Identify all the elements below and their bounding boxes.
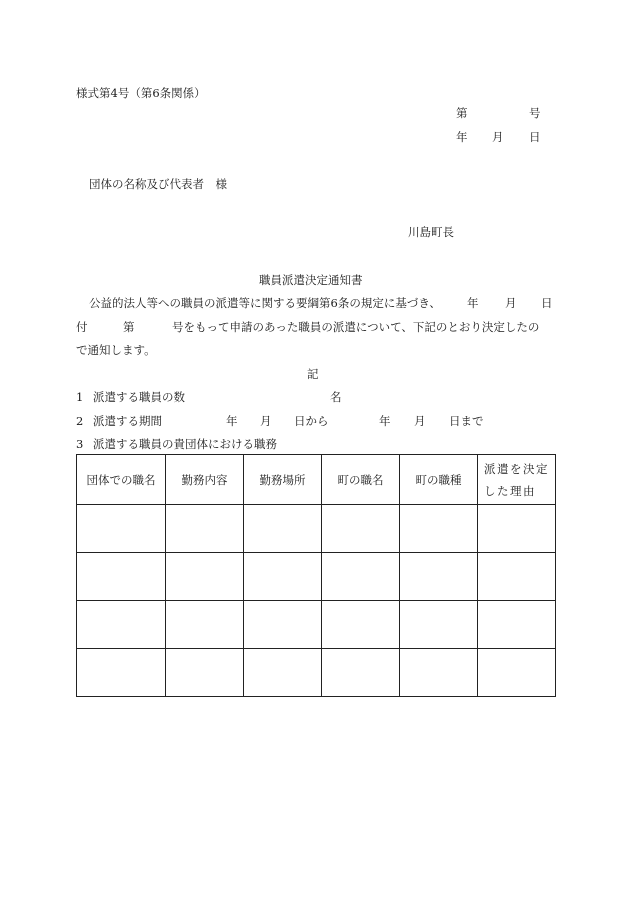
sender: 川島町長	[408, 225, 454, 239]
table-header-cell: 町の職名	[322, 455, 400, 505]
body-year: 年	[467, 296, 479, 310]
item-2-year: 年	[226, 414, 238, 428]
table-cell[interactable]	[166, 601, 244, 649]
table-cell[interactable]	[244, 649, 322, 697]
table-cell[interactable]	[77, 649, 166, 697]
table-row	[77, 601, 556, 649]
item-2-num: 2	[76, 414, 84, 428]
body-line-2-c: 号をもって申請のあった職員の派遣について、下記のとおり決定したの	[172, 320, 540, 334]
table-header-cell: 勤務内容	[166, 455, 244, 505]
form-label: 様式第4号（第6条関係）	[76, 86, 206, 100]
table-row	[77, 649, 556, 697]
table-cell[interactable]	[322, 649, 400, 697]
doc-number-suffix: 号	[529, 106, 541, 120]
body-line-2-b: 第	[123, 320, 135, 334]
table-cell[interactable]	[77, 553, 166, 601]
item-1-num: 1	[76, 390, 84, 404]
table-header-row	[77, 455, 556, 505]
item-1-label: 派遣する職員の数	[93, 390, 185, 404]
table-cell[interactable]	[166, 505, 244, 553]
duties-table	[76, 454, 556, 697]
body-line-1: 公益的法人等への職員の派遣等に関する要綱第6条の規定に基づき、	[89, 296, 441, 310]
table-cell[interactable]	[77, 601, 166, 649]
ki-heading: 記	[307, 367, 319, 381]
table-cell[interactable]	[478, 649, 556, 697]
table-cell[interactable]	[400, 553, 478, 601]
table-cell[interactable]	[400, 505, 478, 553]
table-cell[interactable]	[322, 505, 400, 553]
item-2-month2: 月	[414, 414, 426, 428]
table-cell[interactable]	[400, 601, 478, 649]
body-line-2-a: 付	[76, 320, 88, 334]
date-month: 月	[492, 130, 504, 144]
table-cell[interactable]	[166, 649, 244, 697]
body-month: 月	[505, 296, 517, 310]
item-2-from: 日から	[294, 414, 329, 428]
document-title: 職員派遣決定通知書	[259, 273, 363, 287]
table-header-cell: 団体での職名	[77, 455, 166, 505]
doc-number-prefix: 第	[456, 106, 468, 120]
item-1-unit: 名	[330, 390, 342, 404]
body-line-3: で通知します。	[76, 343, 156, 357]
body-day: 日	[541, 296, 553, 310]
addressee: 団体の名称及び代表者 様	[89, 177, 227, 191]
table-cell[interactable]	[244, 553, 322, 601]
table-cell[interactable]	[478, 505, 556, 553]
table-header-cell: 町の職種	[400, 455, 478, 505]
table-row	[77, 553, 556, 601]
table-header-cell: 派遣を決定した理由	[478, 455, 556, 505]
item-2-until: 日まで	[449, 414, 484, 428]
table-cell[interactable]	[322, 601, 400, 649]
date-year: 年	[456, 130, 468, 144]
item-3-num: 3	[76, 437, 84, 451]
table-cell[interactable]	[244, 601, 322, 649]
table-header-cell: 勤務場所	[244, 455, 322, 505]
table-cell[interactable]	[166, 553, 244, 601]
table-row	[77, 505, 556, 553]
table-cell[interactable]	[478, 601, 556, 649]
date-day: 日	[529, 130, 541, 144]
table-cell[interactable]	[244, 505, 322, 553]
item-2-year2: 年	[379, 414, 391, 428]
table-cell[interactable]	[400, 649, 478, 697]
item-2-label: 派遣する期間	[93, 414, 162, 428]
item-2-month: 月	[260, 414, 272, 428]
table-cell[interactable]	[77, 505, 166, 553]
table-cell[interactable]	[478, 553, 556, 601]
item-3-label: 派遣する職員の貴団体における職務	[93, 437, 277, 451]
table-cell[interactable]	[322, 553, 400, 601]
